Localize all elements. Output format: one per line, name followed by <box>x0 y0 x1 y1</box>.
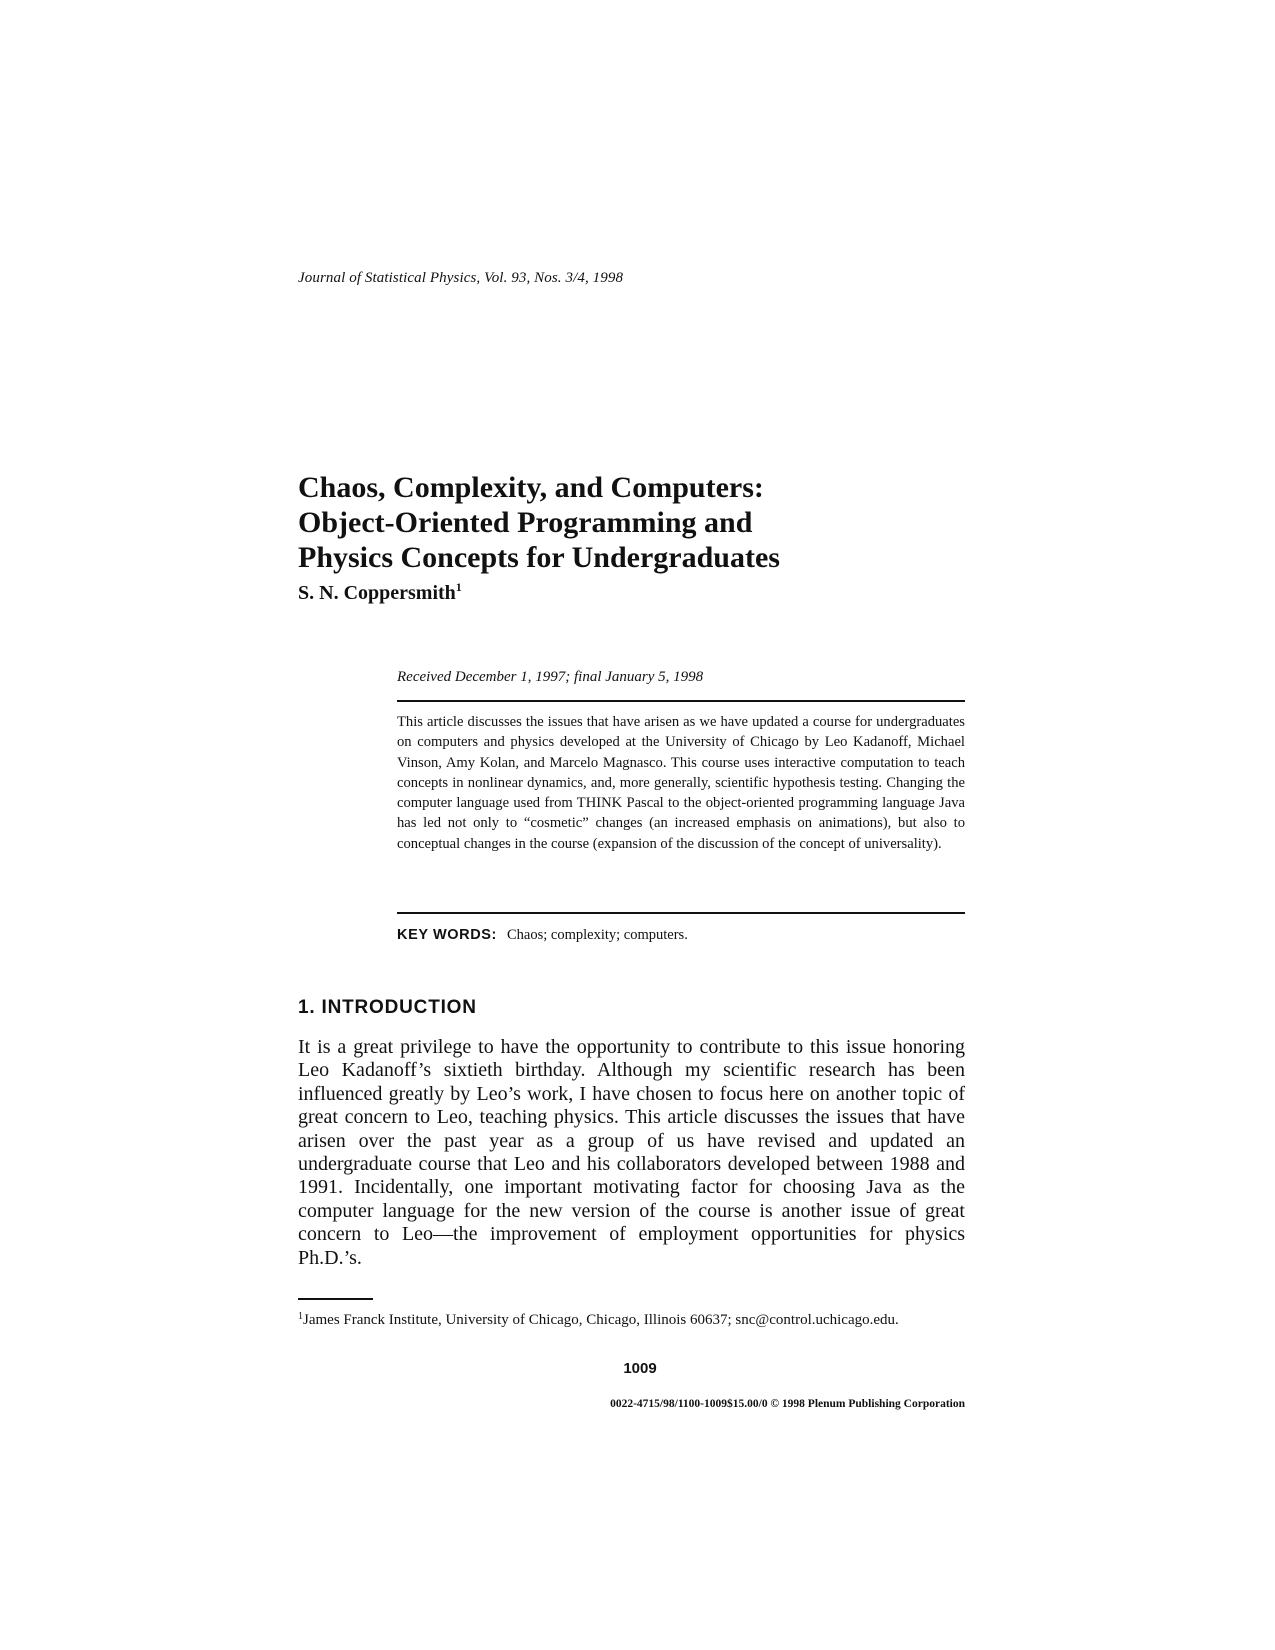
section-heading: 1. INTRODUCTION <box>298 997 477 1018</box>
page-number: 1009 <box>623 1360 657 1377</box>
footnote-text: James Franck Institute, University of Chicago, Chicago, Illinois 60637; snc@control.uchicago.edu. <box>303 1312 899 1328</box>
received-dates: Received December 1, 1997; final January 5, 1998 <box>397 669 704 685</box>
introduction-paragraph: It is a great privilege to have the opportunity to contribute to this issue honoring Leo Kadanoff’s sixtieth birthday. Although my scientific research has been influenced greatly by Leo’s work, I have chosen to focus here on another topic of great concern to Leo, teaching physics. This article discusses the issues that have arisen over the past year as a group of us have revised and updated an undergraduate course that Leo and his collaborators developed between 1988 and 1991. Incidentally, one important motivating factor for choosing Java as the computer language for the new version of the course is another issue of great concern to Leo—the improvement of employment opportunities for physics Ph.D.’s. <box>298 1036 965 1269</box>
article-title <box>298 470 780 575</box>
abstract-top-rule <box>397 700 965 702</box>
keywords <box>397 927 688 944</box>
title-line: Chaos, Complexity, and Computers: <box>298 471 764 504</box>
title-line: Object-Oriented Programming and <box>298 506 753 539</box>
keywords-value: Chaos; complexity; computers. <box>507 927 688 943</box>
footnote <box>298 1307 965 1330</box>
abstract-bottom-rule <box>397 912 965 914</box>
abstract: This article discusses the issues that have arisen as we have updated a course for undergraduates on computers and physics developed at the University of Chicago by Leo Kadanoff, Michael Vinson, Amy Kolan, and Marcelo Magnasco. This course uses interactive computation to teach concepts in nonlinear dynamics, and, more generally, scientific hypothesis testing. Changing the computer language used from THINK Pascal to the object-oriented programming language Java has led not only to “cosmetic” changes (an increased emphasis on animations), but also to conceptual changes in the course (expansion of the discussion of the concept of universality). <box>397 714 965 852</box>
author <box>298 580 462 605</box>
footnote-rule <box>298 1298 373 1300</box>
title-line: Physics Concepts for Undergraduates <box>298 541 780 574</box>
footnote-mark: 1 <box>298 1311 303 1322</box>
author-name: S. N. Coppersmith <box>298 582 456 604</box>
copyright-line: 0022-4715/98/1100-1009$15.00/0 © 1998 Plenum Publishing Corporation <box>610 1398 965 1410</box>
author-footnote-mark: 1 <box>455 580 462 594</box>
keywords-label: KEY WORDS: <box>397 927 497 943</box>
journal-citation: Journal of Statistical Physics, Vol. 93, Nos. 3/4, 1998 <box>298 270 624 286</box>
